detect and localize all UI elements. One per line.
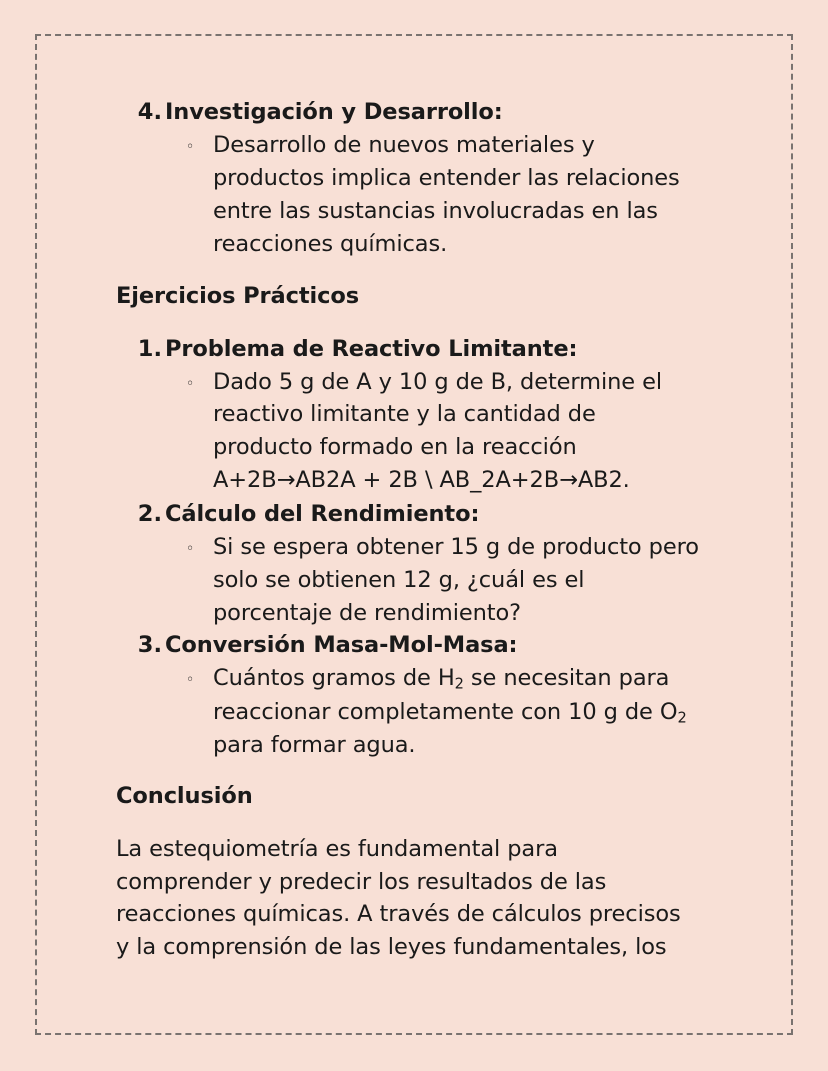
body-line: A+2B→AB2A + 2B \ AB_2A+2B→AB2. xyxy=(213,467,630,493)
body-line: Desarrollo de nuevos materiales y xyxy=(213,132,595,158)
body-line: entre las sustancias involucradas en las xyxy=(213,198,658,224)
body-line: porcentaje de rendimiento? xyxy=(213,600,522,626)
list-number: 4. xyxy=(137,99,162,125)
body-line: reactivo limitante y la cantidad de xyxy=(213,401,596,427)
bullet-icon: ◦ xyxy=(186,541,195,557)
exercise-title: Problema de Reactivo Limitante: xyxy=(165,336,578,362)
body-line: productos implica entender las relaciones xyxy=(213,165,680,191)
bullet-icon: ◦ xyxy=(186,376,195,392)
paragraph-line: reacciones químicas. A través de cálculos precisos xyxy=(116,901,681,927)
bullet-icon: ◦ xyxy=(186,139,195,155)
exercises-heading: Ejercicios Prácticos xyxy=(116,283,359,309)
paragraph-line: comprender y predecir los resultados de las xyxy=(116,869,607,895)
body-line: solo se obtienen 12 g, ¿cuál es el xyxy=(213,567,585,593)
body-line: Si se espera obtener 15 g de producto pero xyxy=(213,534,699,560)
body-line: producto formado en la reacción xyxy=(213,434,577,460)
body-line: reaccionar completamente con 10 g de $O_2$ xyxy=(213,699,687,727)
exercise-title: Cálculo del Rendimiento: xyxy=(165,501,480,527)
body-line: Cuántos gramos de $H_2$ se necesitan para xyxy=(213,665,670,693)
list-number: 2. xyxy=(137,501,162,527)
exercise-title: Conversión Masa-Mol-Masa: xyxy=(165,632,518,658)
paragraph-line: y la comprensión de las leyes fundamentales, los xyxy=(116,934,667,960)
conclusion-heading: Conclusión xyxy=(116,783,253,809)
bullet-icon: ◦ xyxy=(186,672,195,688)
list-number: 1. xyxy=(137,336,162,362)
list-number: 3. xyxy=(137,632,162,658)
paragraph-line: La estequiometría es fundamental para xyxy=(116,836,558,862)
body-line: Dado 5 g de A y 10 g de B, determine el xyxy=(213,369,663,395)
body-line: para formar agua. xyxy=(213,732,416,758)
section-title: Investigación y Desarrollo: xyxy=(165,99,503,125)
body-line: reacciones químicas. xyxy=(213,231,448,257)
